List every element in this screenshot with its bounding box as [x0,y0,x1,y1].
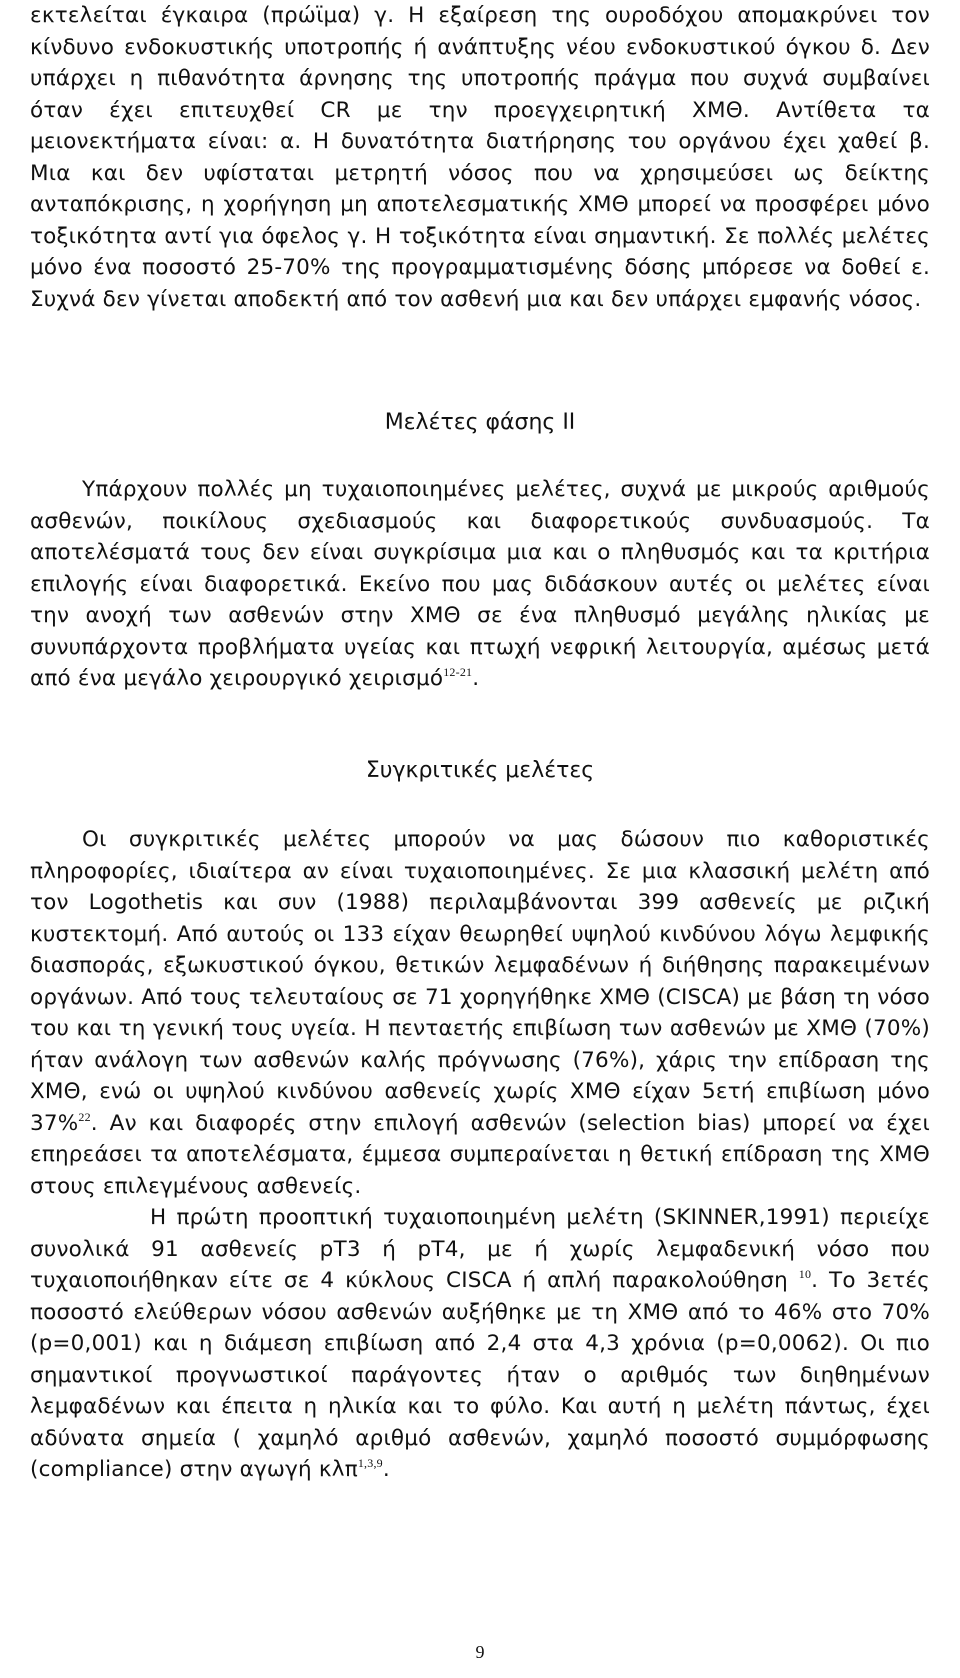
reference-superscript: 10 [798,1267,812,1281]
paragraph-comparative-1-tail: . Αν και διαφορές στην επιλογή ασθενών (selection bias) μπορεί να έχει επηρεάσει τα αποτελέσματα, έμμεσα συμπεραίνεται η θετική επίδραση της ΧΜΘ στους επιλεγμένους ασθενείς. [30,1110,930,1199]
paragraph-phase-2-text: Υπάρχουν πολλές μη τυχαιοποιημένες μελέτες, συχνά με μικρούς αριθμούς ασθενών, ποικίλους σχεδιασμούς και διαφορετικούς συνδυασμούς. Τα αποτελέσματά τους δεν είναι συγκρίσιμα μια και ο πληθυσμός και τα κριτήρια επιλογής είναι διαφορετικά. Εκείνο που μας διδάσκουν αυτές οι μελέτες είναι την ανοχή των ασθενών στην ΧΜΘ σε ένα πληθυσμό μεγάλης ηλικίας με συνυπάρχοντα προβλήματα υγείας και πτωχή νεφρική λειτουργία, αμέσως μετά από ένα μεγάλο χειρουργικό χειρισμό [30,477,930,691]
paragraph-comparative-2-text: Η πρώτη προοπτική τυχαιοποιημένη μελέτη (SKINNER,1991) περιείχε συνολικά 91 ασθενείς pT3 ή pT4, με ή χωρίς λεμφαδενική νόσο που τυχαιοποιήθηκαν είτε σε 4 κύκλους CISCA ή απλή παρακολούθηση [30,1205,930,1293]
comparative-section [30,824,930,1486]
paragraph-comparative-2-end: . [382,1457,390,1482]
paragraph-intro: εκτελείται έγκαιρα (πρώϊμα) γ. Η εξαίρεση της ουροδόχου απομακρύνει τον κίνδυνο ενδοκυστικής υποτροπής ή ανάπτυξης νέου ενδοκυστικού όγκου δ. Δεν υπάρχει η πιθανότητα άρνησης της υποτροπής πράγμα που συχνά συμβαίνει όταν έχει επιτευχθεί CR με την προεγχειρητική ΧΜΘ. Αντίθετα τα μειονεκτήματα είναι: α. Η δυνατότητα διατήρησης του οργάνου έχει χαθεί β. Μια και δεν υφίσταται μετρητή νόσος που να χρησιμεύσει ως δείκτης ανταπόκρισης, η χορήγηση μη αποτελεσματικής ΧΜΘ μπορεί να προσφέρει μόνο τοξικότητα αντί για όφελος γ. Η τοξικότητα είναι σημαντική. Σε πολλές μελέτες μόνο ένα ποσοστό 25-70% της προγραμματισμένης δόσης μπόρεσε να δοθεί ε. Συχνά δεν γίνεται αποδεκτή από τον ασθενή μια και δεν υπάρχει εμφανής νόσος. [30,3,930,312]
paragraph-comparative-1 [30,824,930,1202]
page-number: 9 [475,1642,485,1662]
reference-superscript: 22 [78,1109,91,1124]
heading-comparative-studies: Συγκριτικές μελέτες [365,758,595,783]
paragraph-comparative-1-text: Οι συγκριτικές μελέτες μπορούν να μας δώσουν πιο καθοριστικές πληροφορίες, ιδιαίτερα αν είναι τυχαιοποιημένες. Σε μια κλασσική μελέτη από τον Logothetis και συν (1988) περιλαμβάνονται 399 ασθενείς με ριζική κυστεκτομή. Από αυτούς οι 133 είχαν θεωρηθεί υψηλού κινδύνου λόγω λεμφικής διασποράς, εξωκυστικού όγκου, θετικών λεμφαδένων ή διήθησης παρακειμένων οργάνων. Από τους τελευταίους σε 71 χορηγήθηκε ΧΜΘ (CISCA) με βάση τη νόσο του και τη γενική τους υγεία. Η πενταετής επιβίωση των ασθενών με ΧΜΘ (70%) ήταν ανάλογη των ασθενών καλής πρόγνωσης (76%), χάρις την επίδραση της ΧΜΘ, ενώ οι υψηλού κινδύνου ασθενείς χωρίς ΧΜΘ είχαν 5ετή επιβίωση μόνο 37% [30,827,930,1136]
phase-2-section [30,474,930,695]
reference-superscript: 12-21 [443,665,473,679]
paragraph-comparative-2 [30,1202,930,1486]
heading-phase-2-studies: Μελέτες φάσης ΙΙ [384,410,576,435]
reference-superscript: 1,3,9 [357,1456,383,1470]
paragraph-phase-2: Υπάρχουν πολλές μη τυχαιοποιημένες μελέτες, συχνά με μικρούς αριθμούς ασθενών, ποικίλους σχεδιασμούς και διαφορετικούς συνδυασμούς. Τα αποτελέσματά τους δεν είναι συγκρίσιμα μια και ο πληθυσμός και τα κριτήρια επιλογής είναι διαφορετικά. Εκείνο που μας διδάσκουν αυτές οι μελέτες είναι την ανοχή των ασθενών στην ΧΜΘ σε ένα πληθυσμό μεγάλης ηλικίας με συνυπάρχοντα προβλήματα υγείας και πτωχή νεφρική λειτουργία, αμέσως μετά από ένα μεγάλο χειρουργικό χειρισμό$^{12-21}$. [30,477,930,691]
intro-section [30,0,930,315]
paragraph-comparative-2-mid: . Το 3ετές ποσοστό ελεύθερων νόσου ασθενών αυξήθηκε με τη ΧΜΘ από το 46% στο 70% (p=0,001) και η διάμεση επιβίωση από 2,4 στα 4,3 χρόνια (p=0,0062). Οι πιο σημαντικοί προγνωστικοί παράγοντες ήταν ο αριθμός των διηθημένων λεμφαδένων και έπειτα η ηλικία και το φύλο. Και αυτή η μελέτη πάντως, έχει αδύνατα σημεία ( χαμηλό αριθμό ασθενών, χαμηλό ποσοστό συμμόρφωσης (compliance) στην αγωγή κλπ [30,1268,930,1482]
